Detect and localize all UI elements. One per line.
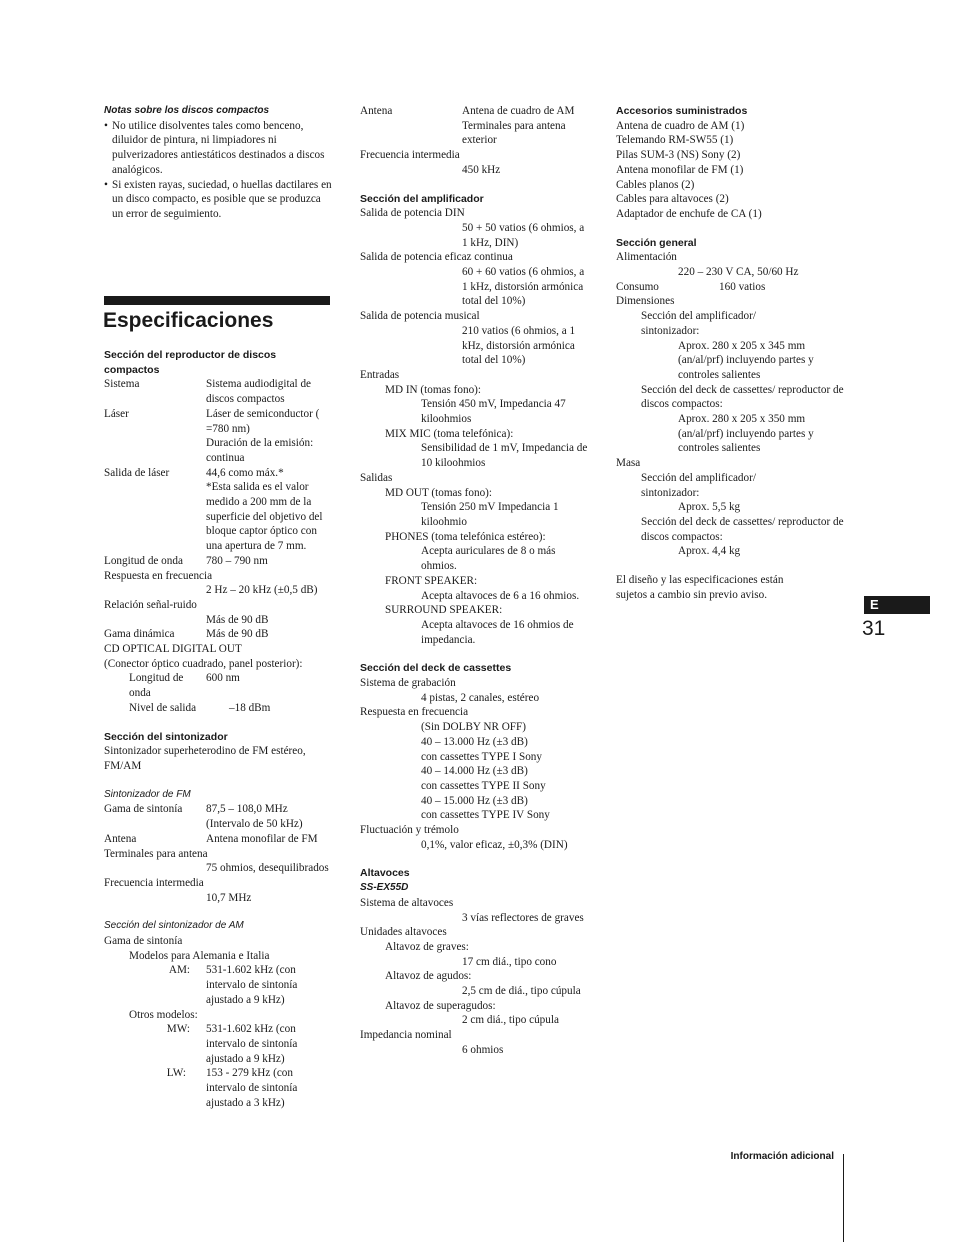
- speakers-heading: Altavoces: [360, 867, 410, 880]
- spec-row: Antena Antena monofilar de FM: [104, 832, 318, 845]
- spec-label: Modelos para Alemania e Italia: [129, 949, 270, 962]
- spec-value: Más de 90 dB: [206, 613, 269, 626]
- footer-label: Información adicional: [730, 1151, 834, 1162]
- spec-row: Consumo 160 vatios: [616, 280, 766, 293]
- spec-value: 40 – 14.000 Hz (±3 dB): [421, 765, 528, 778]
- deck-heading: Sección del deck de cassettes: [360, 662, 512, 675]
- spec-value: 6 ohmios: [462, 1043, 504, 1056]
- tuner-heading: Sección del sintonizador: [104, 730, 228, 743]
- spec-label: (Conector óptico cuadrado, panel posterior):: [104, 657, 303, 670]
- spec-row: AM: 531-1.602 kHz (con intervalo de sintonía ajustado a 9 kHz): [168, 964, 298, 1006]
- spec-value: Duración de la emisión: continua: [206, 437, 314, 464]
- speaker-model: SS-EX55D: [360, 882, 409, 894]
- section-tab: E: [864, 596, 930, 614]
- spec-value: 4 pistas, 2 canales, estéreo: [421, 691, 540, 704]
- spec-row: Salida de láser 44,6 como máx.*: [104, 466, 284, 479]
- spec-row: Láser Láser de semiconductor ( =780 nm): [104, 407, 320, 435]
- list-item: Antena de cuadro de AM (1): [616, 119, 745, 132]
- footer-rule: [843, 1154, 844, 1242]
- column-2: [360, 104, 592, 1058]
- spec-label: Alimentación: [616, 251, 677, 264]
- spec-label: Sistema de altavoces: [360, 896, 454, 909]
- spec-label: Masa: [616, 457, 641, 470]
- spec-label: Fluctuación y trémolo: [360, 824, 459, 837]
- spec-label: SURROUND SPEAKER:: [385, 604, 503, 617]
- spec-row: Nivel de salida –18 dBm: [129, 701, 271, 714]
- spec-label: MD IN (tomas fono):: [385, 383, 482, 396]
- list-item: • No utilice disolventes tales como benceno, diluidor de pintura, ni limpiadores ni pulverizadores antiestáticos destinados a discos analógicos.: [104, 119, 325, 176]
- spec-label: Respuesta en frecuencia: [104, 569, 213, 582]
- spec-value: 2,5 cm de diá., tipo cúpula: [462, 985, 581, 998]
- cd-heading: Sección del reproductor de discos compactos: [104, 349, 277, 376]
- list-item: Telemando RM-SW55 (1): [616, 134, 734, 147]
- spec-label: Gama de sintonía: [104, 935, 183, 948]
- spec-value: 40 – 13.000 Hz (±3 dB): [421, 735, 528, 748]
- spec-value: Aprox. 4,4 kg: [678, 545, 741, 558]
- spec-label: Frecuencia intermedia: [104, 876, 204, 889]
- spec-value: 2 cm diá., tipo cúpula: [462, 1014, 559, 1027]
- spec-label: Frecuencia intermedia: [360, 149, 460, 162]
- spec-label: Sección del amplificador/ sintonizador:: [641, 471, 756, 499]
- spec-label: MIX MIC (toma telefónica):: [385, 427, 514, 440]
- spec-label: Unidades altavoces: [360, 926, 447, 939]
- spec-value: 450 kHz: [462, 163, 501, 176]
- spec-row: Longitud de onda 600 nm: [129, 672, 240, 700]
- spec-label: Sección del amplificador/ sintonizador:: [641, 310, 756, 337]
- spec-value: Tensión 250 mV Impedancia 1 kiloohmio: [421, 501, 559, 528]
- spec-value: 220 – 230 V CA, 50/60 Hz: [678, 266, 799, 279]
- spec-row: LW: 153 - 279 kHz (con intervalo de sintonía ajustado a 3 kHz): [166, 1067, 298, 1109]
- page-number: 31: [862, 617, 886, 640]
- spec-value: 17 cm diá., tipo cono: [462, 955, 557, 968]
- laser-note: *Esta salida es el valor medido a 200 mm de la superficie del objetivo del bloque captor óptico con una apertura de 7 mm.: [206, 481, 323, 553]
- spec-value: 210 vatios (6 ohmios, a 1 kHz, distorsión armónica total del 10%): [462, 324, 576, 367]
- fm-heading: Sintonizador de FM: [104, 788, 191, 800]
- tuner-desc: Sintonizador superheterodino de FM estéreo, FM/AM: [104, 745, 306, 772]
- spec-label: Entradas: [360, 368, 400, 381]
- spec-label: Altavoz de superagudos:: [385, 999, 496, 1012]
- spec-value: Aprox. 5,5 kg: [678, 501, 741, 514]
- list-item: Pilas SUM-3 (NS) Sony (2): [616, 149, 741, 162]
- spec-value: 2 Hz – 20 kHz (±0,5 dB): [206, 584, 318, 597]
- spec-value: Tensión 450 mV, Impedancia 47 kiloohmios: [421, 398, 566, 426]
- spec-value: 75 ohmios, desequilibrados: [206, 862, 329, 875]
- spec-value: con cassettes TYPE I Sony: [421, 750, 542, 763]
- spec-value: 10,7 MHz: [206, 891, 252, 904]
- spec-label: Salidas: [360, 471, 393, 484]
- spec-label: CD OPTICAL DIGITAL OUT: [104, 643, 242, 656]
- spec-value: 40 – 15.000 Hz (±3 dB): [421, 794, 528, 807]
- list-item: • Si existen rayas, suciedad, o huellas dactilares en un disco compacto, es posible que se produzca un error de seguimiento.: [104, 178, 332, 220]
- spec-value: Aprox. 280 x 205 x 350 mm (an/al/prf) incluyendo partes y controles salientes: [678, 413, 814, 455]
- spec-label: Dimensiones: [616, 295, 675, 308]
- spec-label: Sistema de grabación: [360, 677, 456, 690]
- title-rule: [104, 296, 330, 305]
- spec-label: FRONT SPEAKER:: [385, 574, 478, 587]
- spec-row: Antena Antena de cuadro de AM: [360, 105, 575, 117]
- spec-label: MD OUT (tomas fono):: [385, 486, 492, 499]
- spec-row: MW: 531-1.602 kHz (con intervalo de sintonía ajustado a 9 kHz): [166, 1023, 298, 1065]
- spec-label: Salida de potencia eficaz continua: [360, 251, 513, 264]
- list-item: Cables planos (2): [616, 178, 695, 191]
- spec-value: 0,1%, valor eficaz, ±0,3% (DIN): [421, 838, 568, 851]
- general-heading: Sección general: [616, 236, 697, 249]
- spec-row: Gama dinámica Más de 90 dB: [104, 628, 269, 641]
- spec-label: Salida de potencia DIN: [360, 207, 465, 220]
- spec-label: Salida de potencia musical: [360, 310, 480, 323]
- cd-section: [104, 348, 332, 1110]
- spec-value: Sensibilidad de 1 mV, Impedancia de 10 kiloohmios: [421, 442, 588, 470]
- spec-label: Impedancia nominal: [360, 1029, 452, 1042]
- spec-label: Respuesta en frecuencia: [360, 706, 469, 719]
- spec-label: Altavoz de graves:: [385, 940, 469, 953]
- spec-value: 3 vías reflectores de graves: [462, 911, 584, 924]
- spec-value: con cassettes TYPE IV Sony: [421, 809, 550, 822]
- spec-value: (Sin DOLBY NR OFF): [421, 721, 526, 734]
- spec-value: Acepta altavoces de 6 a 16 ohmios.: [421, 589, 580, 602]
- list-item: Antena monofilar de FM (1): [616, 163, 744, 176]
- list-item: Cables para altavoces (2): [616, 193, 729, 206]
- list-item: Adaptador de enchufe de CA (1): [616, 207, 762, 220]
- disclaimer: El diseño y las especificaciones están sujetos a cambio sin previo aviso.: [616, 574, 784, 601]
- spec-value: 50 + 50 vatios (6 ohmios, a 1 kHz, DIN): [462, 221, 585, 249]
- column-3: [616, 104, 852, 603]
- spec-value: con cassettes TYPE II Sony: [421, 779, 546, 792]
- spec-label: Sección del deck de cassettes/ reproductor de discos compactos:: [641, 515, 844, 543]
- spec-value: Terminales para antena exterior: [462, 119, 566, 147]
- spec-label: Relación señal-ruido: [104, 598, 197, 611]
- accessories-heading: Accesorios suministrados: [616, 105, 748, 117]
- amp-heading: Sección del amplificador: [360, 192, 484, 205]
- spec-label: Otros modelos:: [129, 1008, 198, 1021]
- am-heading: Sección del sintonizador de AM: [104, 920, 244, 932]
- spec-row: Longitud de onda 780 – 790 nm: [104, 554, 268, 567]
- spec-label: PHONES (toma telefónica estéreo):: [385, 530, 546, 543]
- spec-row: Sistema Sistema audiodigital de discos compactos: [104, 378, 312, 406]
- spec-value: 60 + 60 vatios (6 ohmios, a 1 kHz, distorsión armónica total del 10%): [462, 266, 585, 308]
- spec-row: Gama de sintonía 87,5 – 108,0 MHz (Intervalo de 50 kHz): [104, 803, 303, 831]
- spec-value: Acepta altavoces de 16 ohmios de impedancia.: [421, 618, 574, 646]
- notes-heading: Notas sobre los discos compactos: [104, 105, 270, 116]
- page-title: Especificaciones: [103, 309, 274, 332]
- spec-label: Sección del deck de cassettes/ reproductor de discos compactos:: [641, 383, 844, 411]
- spec-label: Altavoz de agudos:: [385, 970, 472, 983]
- spec-value: Aprox. 280 x 205 x 345 mm (an/al/prf) incluyendo partes y controles salientes: [678, 339, 814, 381]
- spec-label: Terminales para antena: [104, 847, 208, 860]
- spec-value: Acepta auriculares de 8 o más ohmios.: [421, 545, 556, 573]
